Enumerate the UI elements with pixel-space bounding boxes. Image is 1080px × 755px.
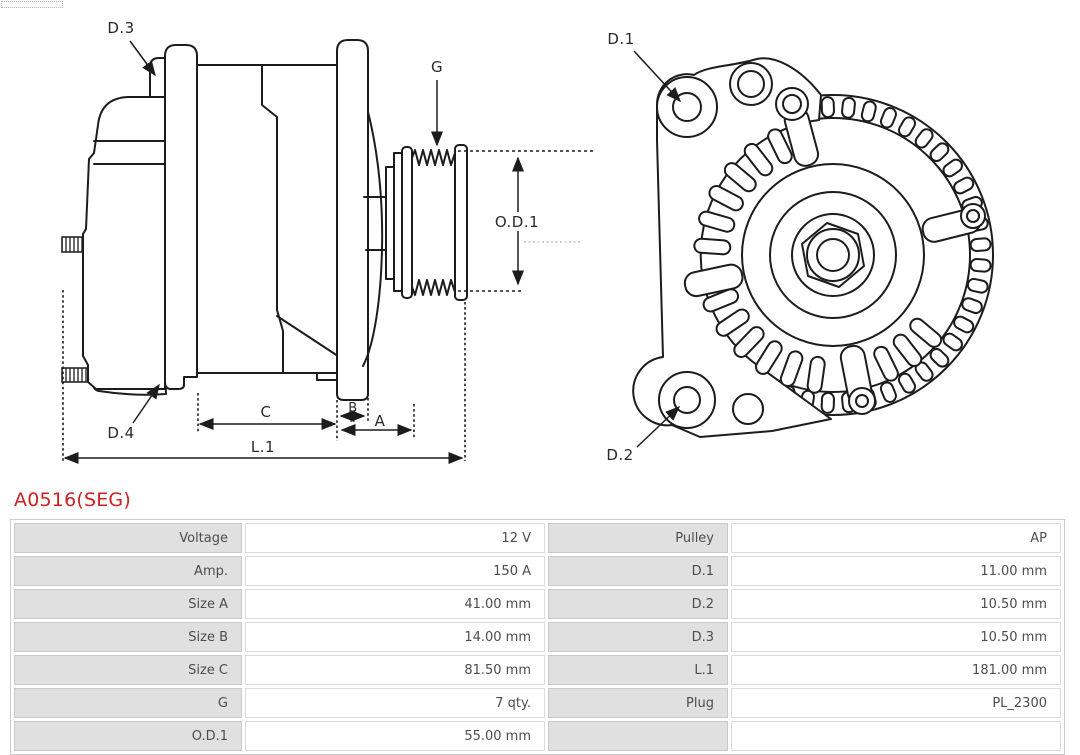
spec-label: D.2 bbox=[548, 589, 728, 619]
spec-label: Amp. bbox=[14, 556, 242, 586]
spec-label bbox=[548, 721, 728, 751]
pulley-right-flange bbox=[455, 145, 467, 300]
spec-label: G bbox=[14, 688, 242, 718]
spec-label: Pulley bbox=[548, 523, 728, 553]
stator-body bbox=[197, 65, 337, 373]
small-top-hole bbox=[783, 95, 801, 113]
spec-value: AP bbox=[731, 523, 1061, 553]
d2-hole bbox=[674, 387, 700, 413]
label-l1: L.1 bbox=[250, 438, 276, 456]
label-a: A bbox=[374, 412, 386, 430]
leader-d1 bbox=[634, 51, 680, 101]
pulley-left-flange bbox=[402, 147, 412, 298]
spec-label: Size B bbox=[14, 622, 242, 652]
pulley-grooves-top bbox=[412, 150, 455, 165]
spec-value: 81.50 mm bbox=[245, 655, 545, 685]
spec-label: L.1 bbox=[548, 655, 728, 685]
spec-value: PL_2300 bbox=[731, 688, 1061, 718]
table-row bbox=[14, 655, 1061, 685]
label-g: G bbox=[430, 58, 444, 76]
label-c: C bbox=[260, 403, 272, 421]
label-b: B bbox=[348, 401, 358, 416]
spec-label: Size C bbox=[14, 655, 242, 685]
table-row bbox=[14, 556, 1061, 586]
spec-label: D.1 bbox=[548, 556, 728, 586]
spec-value: 10.50 mm bbox=[731, 589, 1061, 619]
label-od1: O.D.1 bbox=[494, 213, 540, 231]
spec-value: 14.00 mm bbox=[245, 622, 545, 652]
side-view bbox=[62, 40, 467, 400]
table-row bbox=[14, 523, 1061, 553]
spec-value: 55.00 mm bbox=[245, 721, 545, 751]
label-d4: D.4 bbox=[107, 424, 135, 442]
shaft-collar bbox=[386, 167, 394, 279]
spec-label: Size A bbox=[14, 589, 242, 619]
spec-label: D.3 bbox=[548, 622, 728, 652]
table-row bbox=[14, 589, 1061, 619]
spec-value: 12 V bbox=[245, 523, 545, 553]
spec-value: 150 A bbox=[245, 556, 545, 586]
table-row bbox=[14, 721, 1061, 751]
front-view bbox=[633, 58, 993, 437]
front-lug bbox=[337, 40, 368, 400]
spec-label: Voltage bbox=[14, 523, 242, 553]
leader-d3 bbox=[130, 41, 155, 75]
part-number-title: A0516(SEG) bbox=[14, 489, 131, 511]
bottom-second-hole bbox=[733, 394, 763, 424]
body-bottom-step bbox=[317, 373, 337, 380]
top-left-dotted-artifact bbox=[1, 1, 63, 8]
rear-lug bbox=[165, 45, 197, 389]
pulley-grooves-bottom bbox=[412, 280, 455, 295]
spec-table bbox=[10, 519, 1065, 755]
label-d3: D.3 bbox=[107, 19, 135, 37]
spec-value: 10.50 mm bbox=[731, 622, 1061, 652]
spec-value: 11.00 mm bbox=[731, 556, 1061, 586]
label-d2: D.2 bbox=[606, 446, 634, 464]
d3-ear bbox=[150, 58, 165, 97]
bottom-ear-hole bbox=[856, 395, 868, 407]
spec-value: 7 qty. bbox=[245, 688, 545, 718]
table-row bbox=[14, 622, 1061, 652]
spec-label: Plug bbox=[548, 688, 728, 718]
label-d1: D.1 bbox=[607, 30, 635, 48]
top-hole bbox=[738, 71, 764, 97]
spec-value: 41.00 mm bbox=[245, 589, 545, 619]
spec-value: 181.00 mm bbox=[731, 655, 1061, 685]
right-ear-hole bbox=[967, 210, 979, 222]
table-row bbox=[14, 688, 1061, 718]
spec-value bbox=[731, 721, 1061, 751]
spec-label: O.D.1 bbox=[14, 721, 242, 751]
shaft-end bbox=[817, 239, 849, 271]
terminal-stud bbox=[62, 237, 84, 252]
